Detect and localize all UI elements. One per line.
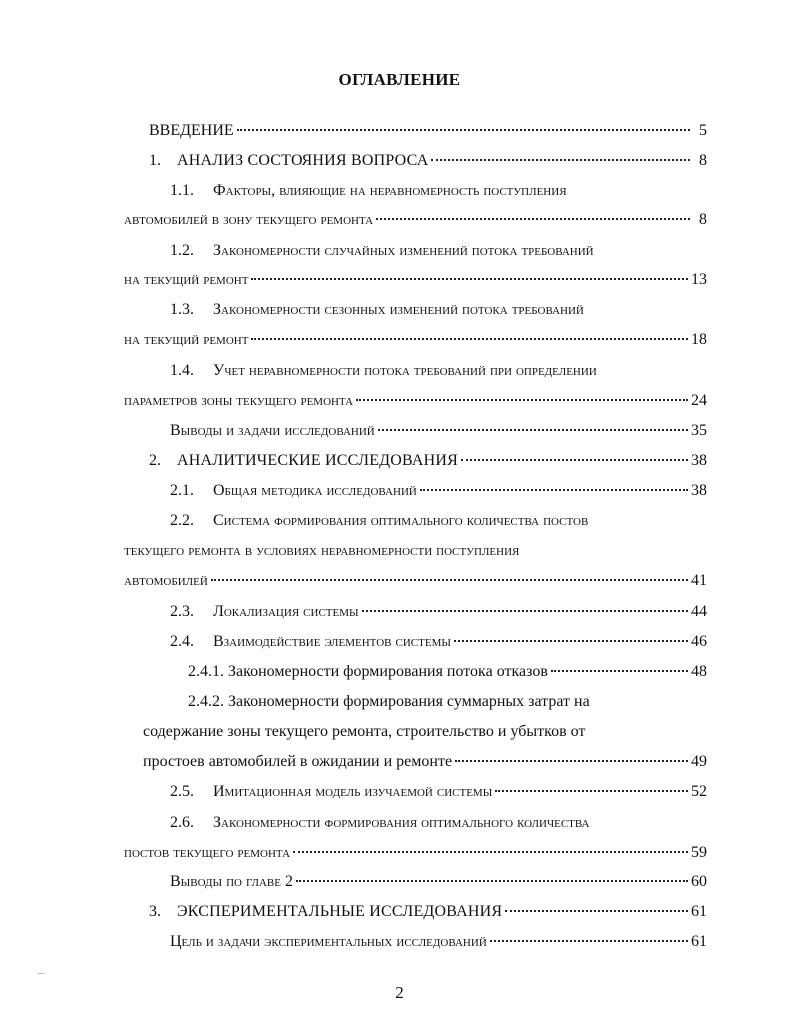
- dot-leader: [431, 159, 690, 161]
- toc-entry-text: простоев автомобилей в ожидании и ремонте: [143, 753, 453, 770]
- toc-entry-2-3: [170, 603, 707, 625]
- toc-entry-1-1: [170, 182, 707, 204]
- dot-leader: [296, 880, 688, 882]
- toc-entry-number: 2.5.: [170, 783, 194, 800]
- dot-leader: [420, 489, 688, 491]
- toc-entry-intro: [149, 122, 707, 144]
- dot-leader: [551, 670, 688, 672]
- toc-entry-text: автомобилей: [124, 572, 208, 589]
- toc-entry-2-6-cont: [124, 844, 707, 866]
- toc-entry-2-2: [170, 512, 707, 534]
- toc-entry-2-2-cont: [124, 542, 707, 564]
- dot-leader: [251, 278, 688, 280]
- toc-entry-text: параметров зоны текущего ремонта: [124, 392, 354, 409]
- toc-entry-2-4: [170, 633, 707, 655]
- toc-entry-page: 13: [691, 271, 707, 288]
- toc-entry-text: Закономерности формирования оптимального количества: [213, 814, 590, 831]
- toc-entry-page: 18: [691, 331, 707, 348]
- toc-entry-conclusions-1: [170, 422, 707, 444]
- toc-entry-page: 35: [691, 422, 707, 439]
- dot-leader: [251, 338, 688, 340]
- toc-entry-page: 5: [699, 122, 707, 139]
- toc-entry-1-2: [170, 242, 707, 264]
- dot-leader: [237, 129, 690, 131]
- toc-entry-number: 1.2.: [170, 242, 194, 259]
- toc-entry-text: АНАЛИЗ СОСТОЯНИЯ ВОПРОСА: [177, 152, 429, 169]
- toc-entry-text: на текущий ремонт: [124, 331, 249, 348]
- toc-entry-text: Выводы по главе 2: [170, 873, 293, 890]
- dot-leader: [461, 459, 688, 461]
- toc-entry-1-4: [170, 362, 707, 384]
- toc-entry-number: 2.: [149, 452, 161, 469]
- toc-entry-text: Закономерности случайных изменений потока требований: [213, 242, 594, 259]
- toc-entry-text: Закономерности сезонных изменений потока требований: [213, 301, 584, 318]
- toc-entry-page: 8: [699, 152, 707, 169]
- toc-entry-number: 1.3.: [170, 301, 194, 318]
- toc-entry-3-goal: [170, 933, 707, 955]
- toc-entry-page: 44: [691, 603, 707, 620]
- toc-entry-1-2-cont: [124, 271, 707, 293]
- page-number: 2: [395, 983, 404, 1002]
- page-title: ОГЛАВЛЕНИЕ: [338, 70, 461, 89]
- toc-entry-page: 61: [691, 903, 707, 920]
- dot-leader: [454, 640, 688, 642]
- toc-entry-number: 2.2.: [170, 512, 194, 529]
- dot-leader: [495, 790, 688, 792]
- toc-entry-text: АНАЛИТИЧЕСКИЕ ИССЛЕДОВАНИЯ: [177, 452, 459, 469]
- toc-entry-2-6: [170, 814, 707, 836]
- toc-entry-chapter-1: [149, 152, 707, 174]
- toc-entry-chapter-3: [149, 903, 707, 925]
- toc-entry-page: 8: [699, 211, 707, 228]
- dot-leader: [376, 218, 690, 220]
- toc-entry-text: текущего ремонта в условиях неравномерности поступления: [124, 542, 520, 559]
- dot-leader: [505, 910, 688, 912]
- toc-entry-text: на текущий ремонт: [124, 271, 249, 288]
- toc-entry-page: 41: [691, 572, 707, 589]
- toc-entry-text: Учет неравномерности потока требований при определении: [213, 362, 597, 379]
- toc-entry-number: 2.6.: [170, 814, 194, 831]
- toc-entry-text: автомобилей в зону текущего ремонта: [124, 211, 374, 228]
- toc-entry-2-4-2: [188, 693, 707, 715]
- toc-entry-text: Факторы, влияющие на неравномерность поступления: [213, 182, 567, 199]
- toc-entry-page: 52: [691, 783, 707, 800]
- toc-entry-1-4-cont: [124, 392, 707, 414]
- toc-entry-text: ЭКСПЕРИМЕНТАЛЬНЫЕ ИССЛЕДОВАНИЯ: [177, 903, 503, 920]
- toc-entry-number: 2.1.: [170, 482, 194, 499]
- toc-entry-page: 38: [691, 452, 707, 469]
- toc-entry-text: Общая методика исследований: [213, 482, 417, 499]
- dot-leader: [356, 399, 688, 401]
- toc-entry-number: 1.1.: [170, 182, 194, 199]
- toc-entry-page: 38: [691, 482, 707, 499]
- toc-entry-page: 46: [691, 633, 707, 650]
- toc-entry-1-3: [170, 301, 707, 323]
- toc-entry-page: 24: [691, 392, 707, 409]
- toc-entry-1-3-cont: [124, 331, 707, 353]
- toc-entry-page: 48: [691, 663, 707, 680]
- dot-leader: [378, 429, 688, 431]
- dot-leader: [362, 610, 688, 612]
- dot-leader: [490, 940, 688, 942]
- toc-entry-chapter-2: [149, 452, 707, 474]
- toc-entry-2-2-cont2: [124, 572, 707, 594]
- toc-entry-text: постов текущего ремонта: [124, 844, 291, 861]
- dot-leader: [211, 579, 688, 581]
- toc-entry-2-4-1: [188, 663, 707, 685]
- toc-entry-page: 61: [691, 933, 707, 950]
- toc-entry-conclusions-2: [170, 873, 707, 895]
- toc-entry-2-4-2-cont2: [143, 753, 707, 775]
- toc-entry-text: содержание зоны текущего ремонта, строительство и убытков от: [143, 723, 586, 740]
- toc-entry-text: Имитационная модель изучаемой системы: [213, 783, 493, 800]
- toc-entry-text: Цель и задачи экспериментальных исследований: [170, 933, 487, 950]
- toc-entry-page: 60: [691, 873, 707, 890]
- toc-entry-page: 59: [691, 844, 707, 861]
- dot-leader: [455, 760, 688, 762]
- toc-entry-text: Локализация системы: [213, 603, 359, 620]
- toc-entry-number: 1.: [149, 152, 161, 169]
- toc-entry-2-1: [170, 482, 707, 504]
- toc-entry-number: 2.4.2.: [188, 693, 224, 710]
- toc-entry-1-1-cont: [124, 211, 707, 233]
- toc-entry-number: 2.3.: [170, 603, 194, 620]
- toc-entry-number: 1.4.: [170, 362, 194, 379]
- toc-entry-text: Закономерности формирования потока отказов: [228, 663, 548, 680]
- toc-entry-text: ВВЕДЕНИЕ: [149, 122, 234, 139]
- toc-entry-text: Взаимодействие элементов системы: [213, 633, 451, 650]
- toc-entry-number: 2.4.1.: [188, 663, 224, 680]
- toc-entry-2-5: [170, 783, 707, 805]
- toc-entry-text: Система формирования оптимального количества постов: [213, 512, 589, 529]
- toc-entry-page: 49: [691, 753, 707, 770]
- toc-entry-2-4-2-cont: [143, 723, 707, 745]
- toc-entry-text: Выводы и задачи исследований: [170, 422, 375, 439]
- toc-entry-number: 3.: [149, 903, 161, 920]
- scan-artifact: [38, 973, 44, 974]
- toc-entry-number: 2.4.: [170, 633, 194, 650]
- toc-entry-text: Закономерности формирования суммарных затрат на: [228, 693, 590, 710]
- dot-leader: [293, 851, 688, 853]
